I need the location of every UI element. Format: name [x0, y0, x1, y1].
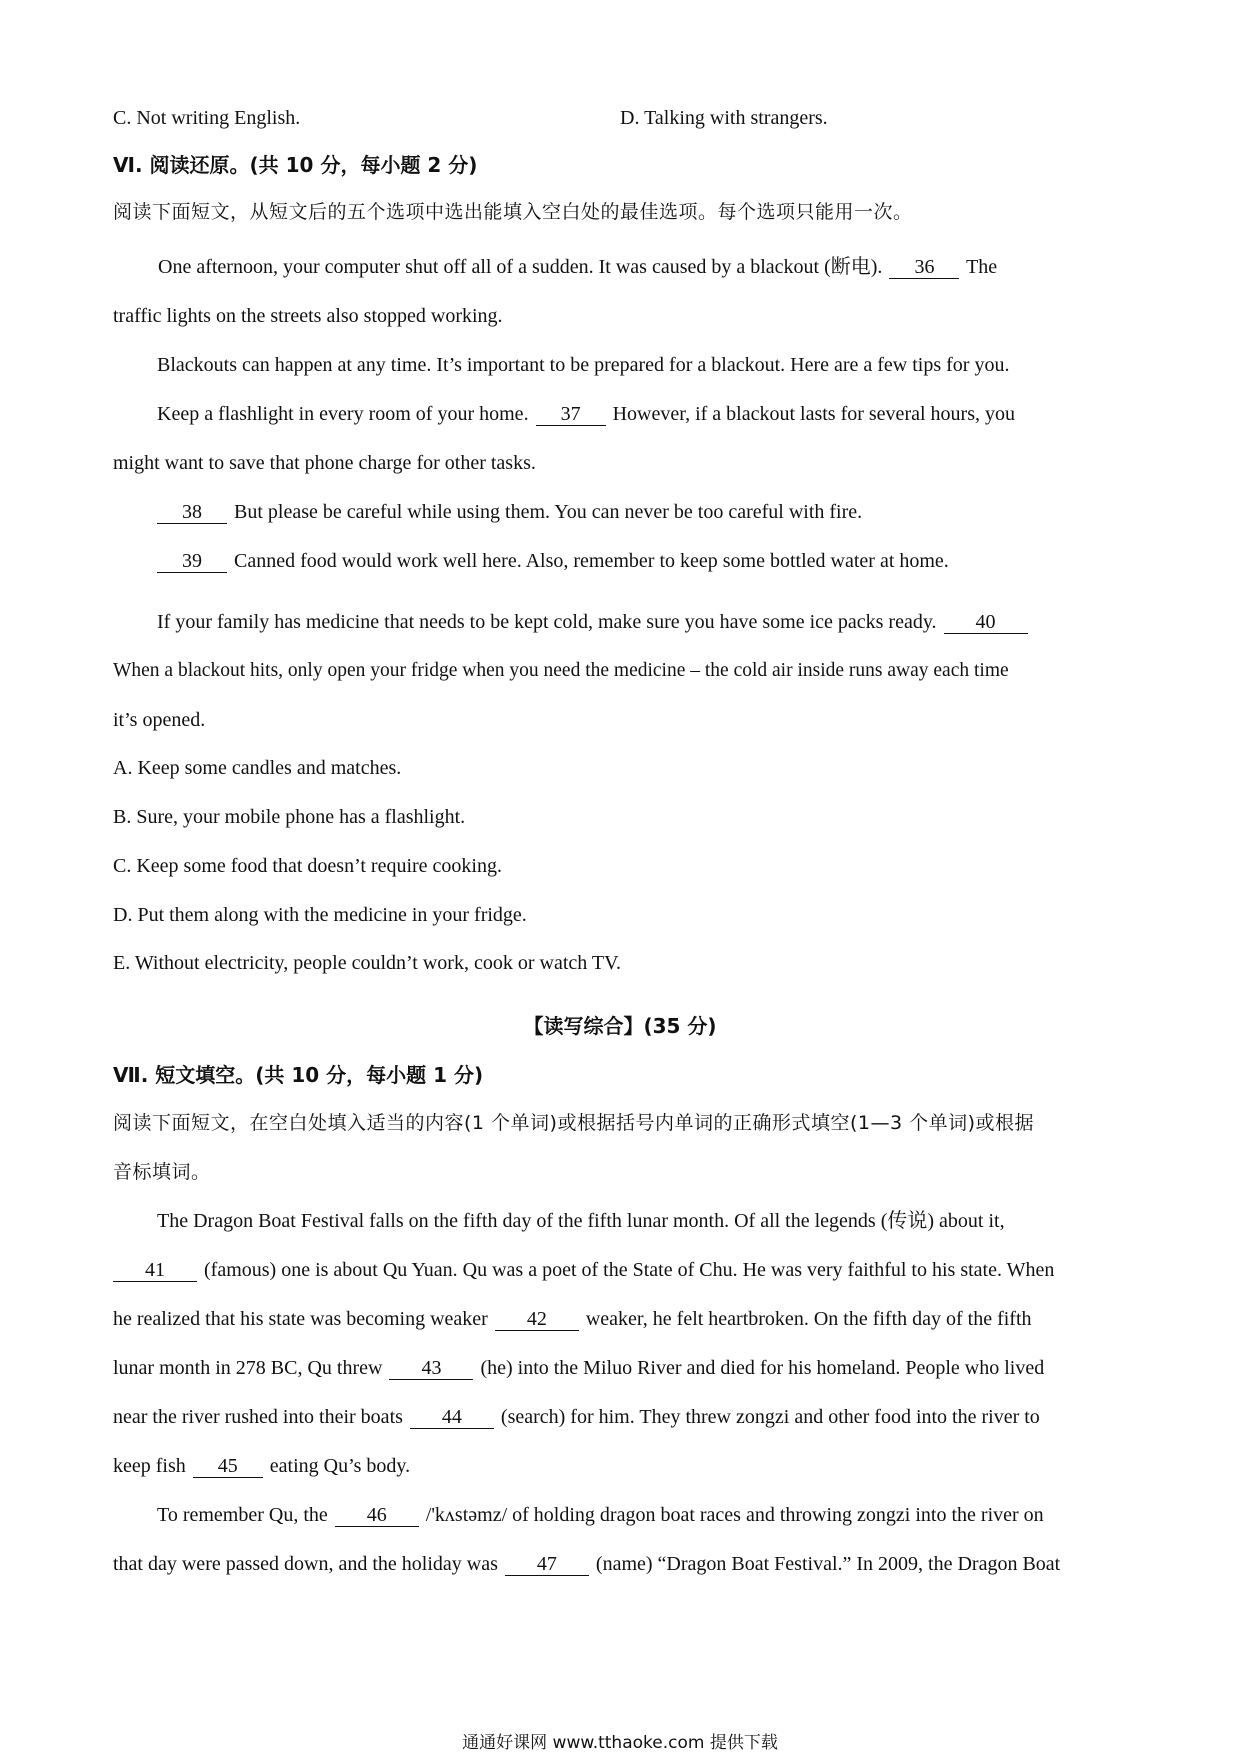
option-d: D. Talking with strangers.	[620, 107, 828, 129]
blank-number: 47	[536, 1553, 557, 1575]
blank-41[interactable]	[113, 1259, 197, 1282]
blank-number: 40	[975, 611, 996, 633]
passage-line-2	[113, 1256, 1133, 1284]
paragraph-6-line-3: it’s opened.	[113, 709, 206, 731]
blank-number: 38	[182, 501, 202, 523]
passage-text: To remember Qu, the	[157, 1504, 328, 1526]
passage-line-5	[113, 1403, 1133, 1431]
passage-text: (famous) one is about Qu Yuan. Qu was a poet of the State of Chu. He was very faithful to his state. When	[204, 1259, 1055, 1281]
passage-text: (he) into the Miluo River and died for his homeland. People who lived	[480, 1357, 1045, 1379]
paragraph-1-line-1	[158, 253, 1134, 281]
blank-number: 37	[560, 403, 581, 425]
paragraph-text: One afternoon, your computer shut off all of a sudden. It was caused by a blackout (断电).	[158, 256, 883, 278]
blank-number: 42	[526, 1308, 547, 1330]
option-d: D. Put them along with the medicine in your fridge.	[113, 904, 527, 926]
blank-number: 36	[914, 256, 935, 278]
section-7-instruction-line-1: 阅读下面短文，在空白处填入适当的内容(1 个单词)或根据括号内单词的正确形式填空(1—3 个单词)或根据	[113, 1112, 1034, 1134]
passage-line-6	[113, 1452, 1133, 1480]
passage-line-8	[113, 1550, 1133, 1578]
blank-36[interactable]	[889, 256, 959, 279]
option-c: C. Keep some food that doesn’t require cooking.	[113, 855, 502, 877]
option-e: E. Without electricity, people couldn’t work, cook or watch TV.	[113, 952, 621, 974]
section-6-instruction: 阅读下面短文，从短文后的五个选项中选出能填入空白处的最佳选项。每个选项只能用一次。	[113, 201, 913, 223]
blank-number: 44	[441, 1406, 462, 1428]
paragraph-3-line-2: might want to save that phone charge for other tasks.	[113, 452, 536, 474]
paragraph-6-line-2: When a blackout hits, only open your fridge when you need the medicine – the cold air inside runs away each time	[113, 660, 1009, 681]
option-c: C. Not writing English.	[113, 107, 301, 129]
passage-text: keep fish	[113, 1455, 186, 1477]
paragraph-4	[157, 498, 1133, 526]
passage-text: weaker, he felt heartbroken. On the fifth day of the fifth	[585, 1308, 1032, 1330]
option-b: B. Sure, your mobile phone has a flashlight.	[113, 806, 466, 828]
blank-39[interactable]	[157, 550, 227, 573]
passage-text: /'kʌstəmz/ of holding dragon boat races and throwing zongzi into the river on	[425, 1504, 1044, 1526]
passage-line-3	[113, 1305, 1133, 1333]
passage-text: he realized that his state was becoming weaker	[113, 1308, 488, 1330]
paragraph-5	[157, 547, 1133, 575]
blank-42[interactable]	[495, 1308, 579, 1331]
paragraph-2: Blackouts can happen at any time. It’s important to be prepared for a blackout. Here are a few tips for you.	[157, 354, 1010, 376]
part-title: 【读写综合】(35 分)	[523, 1014, 717, 1038]
blank-37[interactable]	[536, 403, 606, 426]
blank-number: 43	[421, 1357, 442, 1379]
passage-line-4	[113, 1354, 1133, 1382]
passage-line-1: The Dragon Boat Festival falls on the fifth day of the fifth lunar month. Of all the legends (传说) about it,	[157, 1210, 1005, 1232]
passage-text: that day were passed down, and the holiday was	[113, 1553, 498, 1575]
passage-text: lunar month in 278 BC, Qu threw	[113, 1357, 383, 1379]
paragraph-text: If your family has medicine that needs to be kept cold, make sure you have some ice packs ready.	[157, 611, 937, 633]
blank-43[interactable]	[389, 1357, 473, 1380]
passage-text: eating Qu’s body.	[269, 1455, 411, 1477]
paragraph-text: Keep a flashlight in every room of your home.	[157, 403, 529, 425]
blank-40[interactable]	[944, 611, 1028, 634]
passage-text: near the river rushed into their boats	[113, 1406, 403, 1428]
blank-number: 45	[217, 1455, 238, 1477]
blank-47[interactable]	[505, 1553, 589, 1576]
paragraph-text: The	[966, 256, 998, 278]
paragraph-text: However, if a blackout lasts for several hours, you	[612, 403, 1015, 425]
paragraph-text: But please be careful while using them. You can never be too careful with fire.	[234, 501, 863, 523]
passage-text: (search) for him. They threw zongzi and other food into the river to	[500, 1406, 1040, 1428]
blank-number: 39	[182, 550, 202, 572]
blank-46[interactable]	[335, 1504, 419, 1527]
section-7-heading: Ⅶ. 短文填空。(共 10 分，每小题 1 分)	[113, 1063, 484, 1087]
blank-number: 41	[145, 1259, 165, 1281]
section-6-heading: Ⅵ. 阅读还原。(共 10 分，每小题 2 分)	[113, 153, 478, 177]
paragraph-3-line-1	[157, 400, 1133, 428]
section-7-instruction-line-2: 音标填词。	[113, 1161, 211, 1183]
paragraph-1-line-2: traffic lights on the streets also stopped working.	[113, 305, 503, 327]
paragraph-6-line-1	[157, 608, 1133, 636]
page-footer[interactable]: 通通好课网 www.tthaoke.com 提供下载	[462, 1733, 778, 1753]
passage-line-7	[157, 1501, 1133, 1529]
passage-text: (name) “Dragon Boat Festival.” In 2009, the Dragon Boat	[595, 1553, 1061, 1575]
blank-number: 46	[366, 1504, 387, 1526]
option-a: A. Keep some candles and matches.	[113, 757, 402, 779]
paragraph-text: Canned food would work well here. Also, remember to keep some bottled water at home.	[234, 550, 949, 572]
blank-45[interactable]	[193, 1455, 263, 1478]
blank-44[interactable]	[410, 1406, 494, 1429]
blank-38[interactable]	[157, 501, 227, 524]
